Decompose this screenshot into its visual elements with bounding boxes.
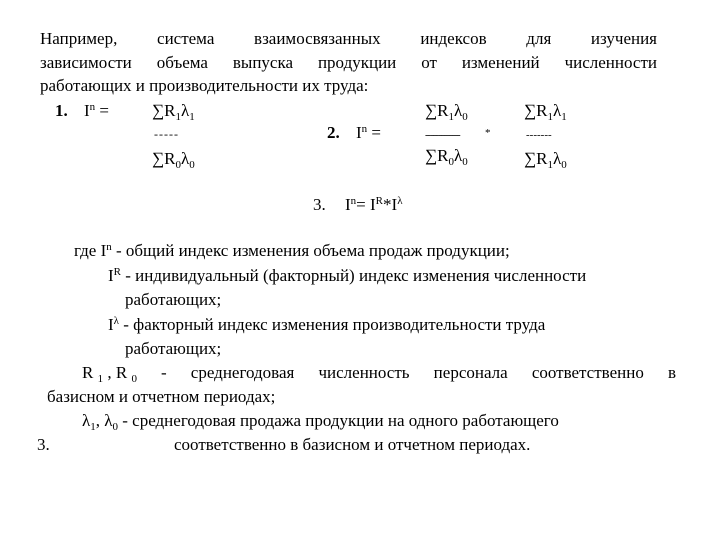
formula-2-frac2-numerator: $\sum R_1\lambda_1$ [524, 101, 567, 123]
legend-item-productivity-index-cont: работающих; [125, 339, 222, 358]
formula-2-frac2-denominator: $\sum R_1\lambda_0$ [524, 149, 567, 171]
intro-line-1: Например, система взаимосвязанных индексов для изучения [40, 29, 657, 48]
formula-1-lhs: $I^n$ = [84, 101, 110, 120]
footer-number: 3. [37, 435, 50, 454]
legend-item-sales-per-worker: $\lambda_1$, $\lambda_0$ - среднегодовая продажа продукции на одного работающего [82, 411, 559, 433]
intro-line-2: зависимости объема выпуска продукции от изменений численности [40, 53, 657, 72]
legend-item-productivity-index: $I^\lambda$ - факторный индекс изменения производительности труда [108, 315, 546, 334]
legend-item-total-index: где $I^n$ - общий индекс изменения объема продаж продукции; [74, 241, 510, 260]
formula-3-number: 3. [313, 195, 326, 214]
formula-1-number: 1. [55, 101, 68, 120]
legend-item-headcount-symbols: R $_1$ , R $_0$ [82, 363, 137, 385]
legend-item-headcount-index: $I^R$ - индивидуальный (факторный) индекс изменения численности [108, 266, 587, 285]
formula-3-expression: $I^n= I^R*I^\lambda$ [345, 195, 403, 214]
legend-item-headcount-cont: базисном и отчетном периодах; [47, 387, 276, 406]
formula-2-times: * [485, 127, 491, 139]
formula-1-numerator: $\sum R_1\lambda_1$ [152, 101, 195, 123]
formula-2-frac1-denominator: $\sum R_0\lambda_0$ [425, 146, 468, 168]
formula-1-fraction-bar: ----- [154, 127, 179, 141]
legend-item-headcount-index-cont: работающих; [125, 290, 222, 309]
formula-2-frac2-bar: ------- [526, 129, 552, 141]
formula-2-frac1-numerator: $\sum R_1\lambda_0$ [425, 101, 468, 123]
legend-item-sales-per-worker-cont: соответственно в базисном и отчетном периодах. [174, 435, 531, 454]
intro-line-3: работающих и производительности их труда: [40, 76, 369, 95]
formula-2-number: 2. [327, 123, 340, 142]
formula-1-denominator: $\sum R_0\lambda_0$ [152, 149, 195, 171]
formula-2-frac1-bar: ------------- [425, 129, 460, 141]
legend-item-headcount-text: - среднегодовая численность персонала соответственно в [161, 363, 676, 382]
formula-2-lhs: $I^n$ = [356, 123, 382, 142]
